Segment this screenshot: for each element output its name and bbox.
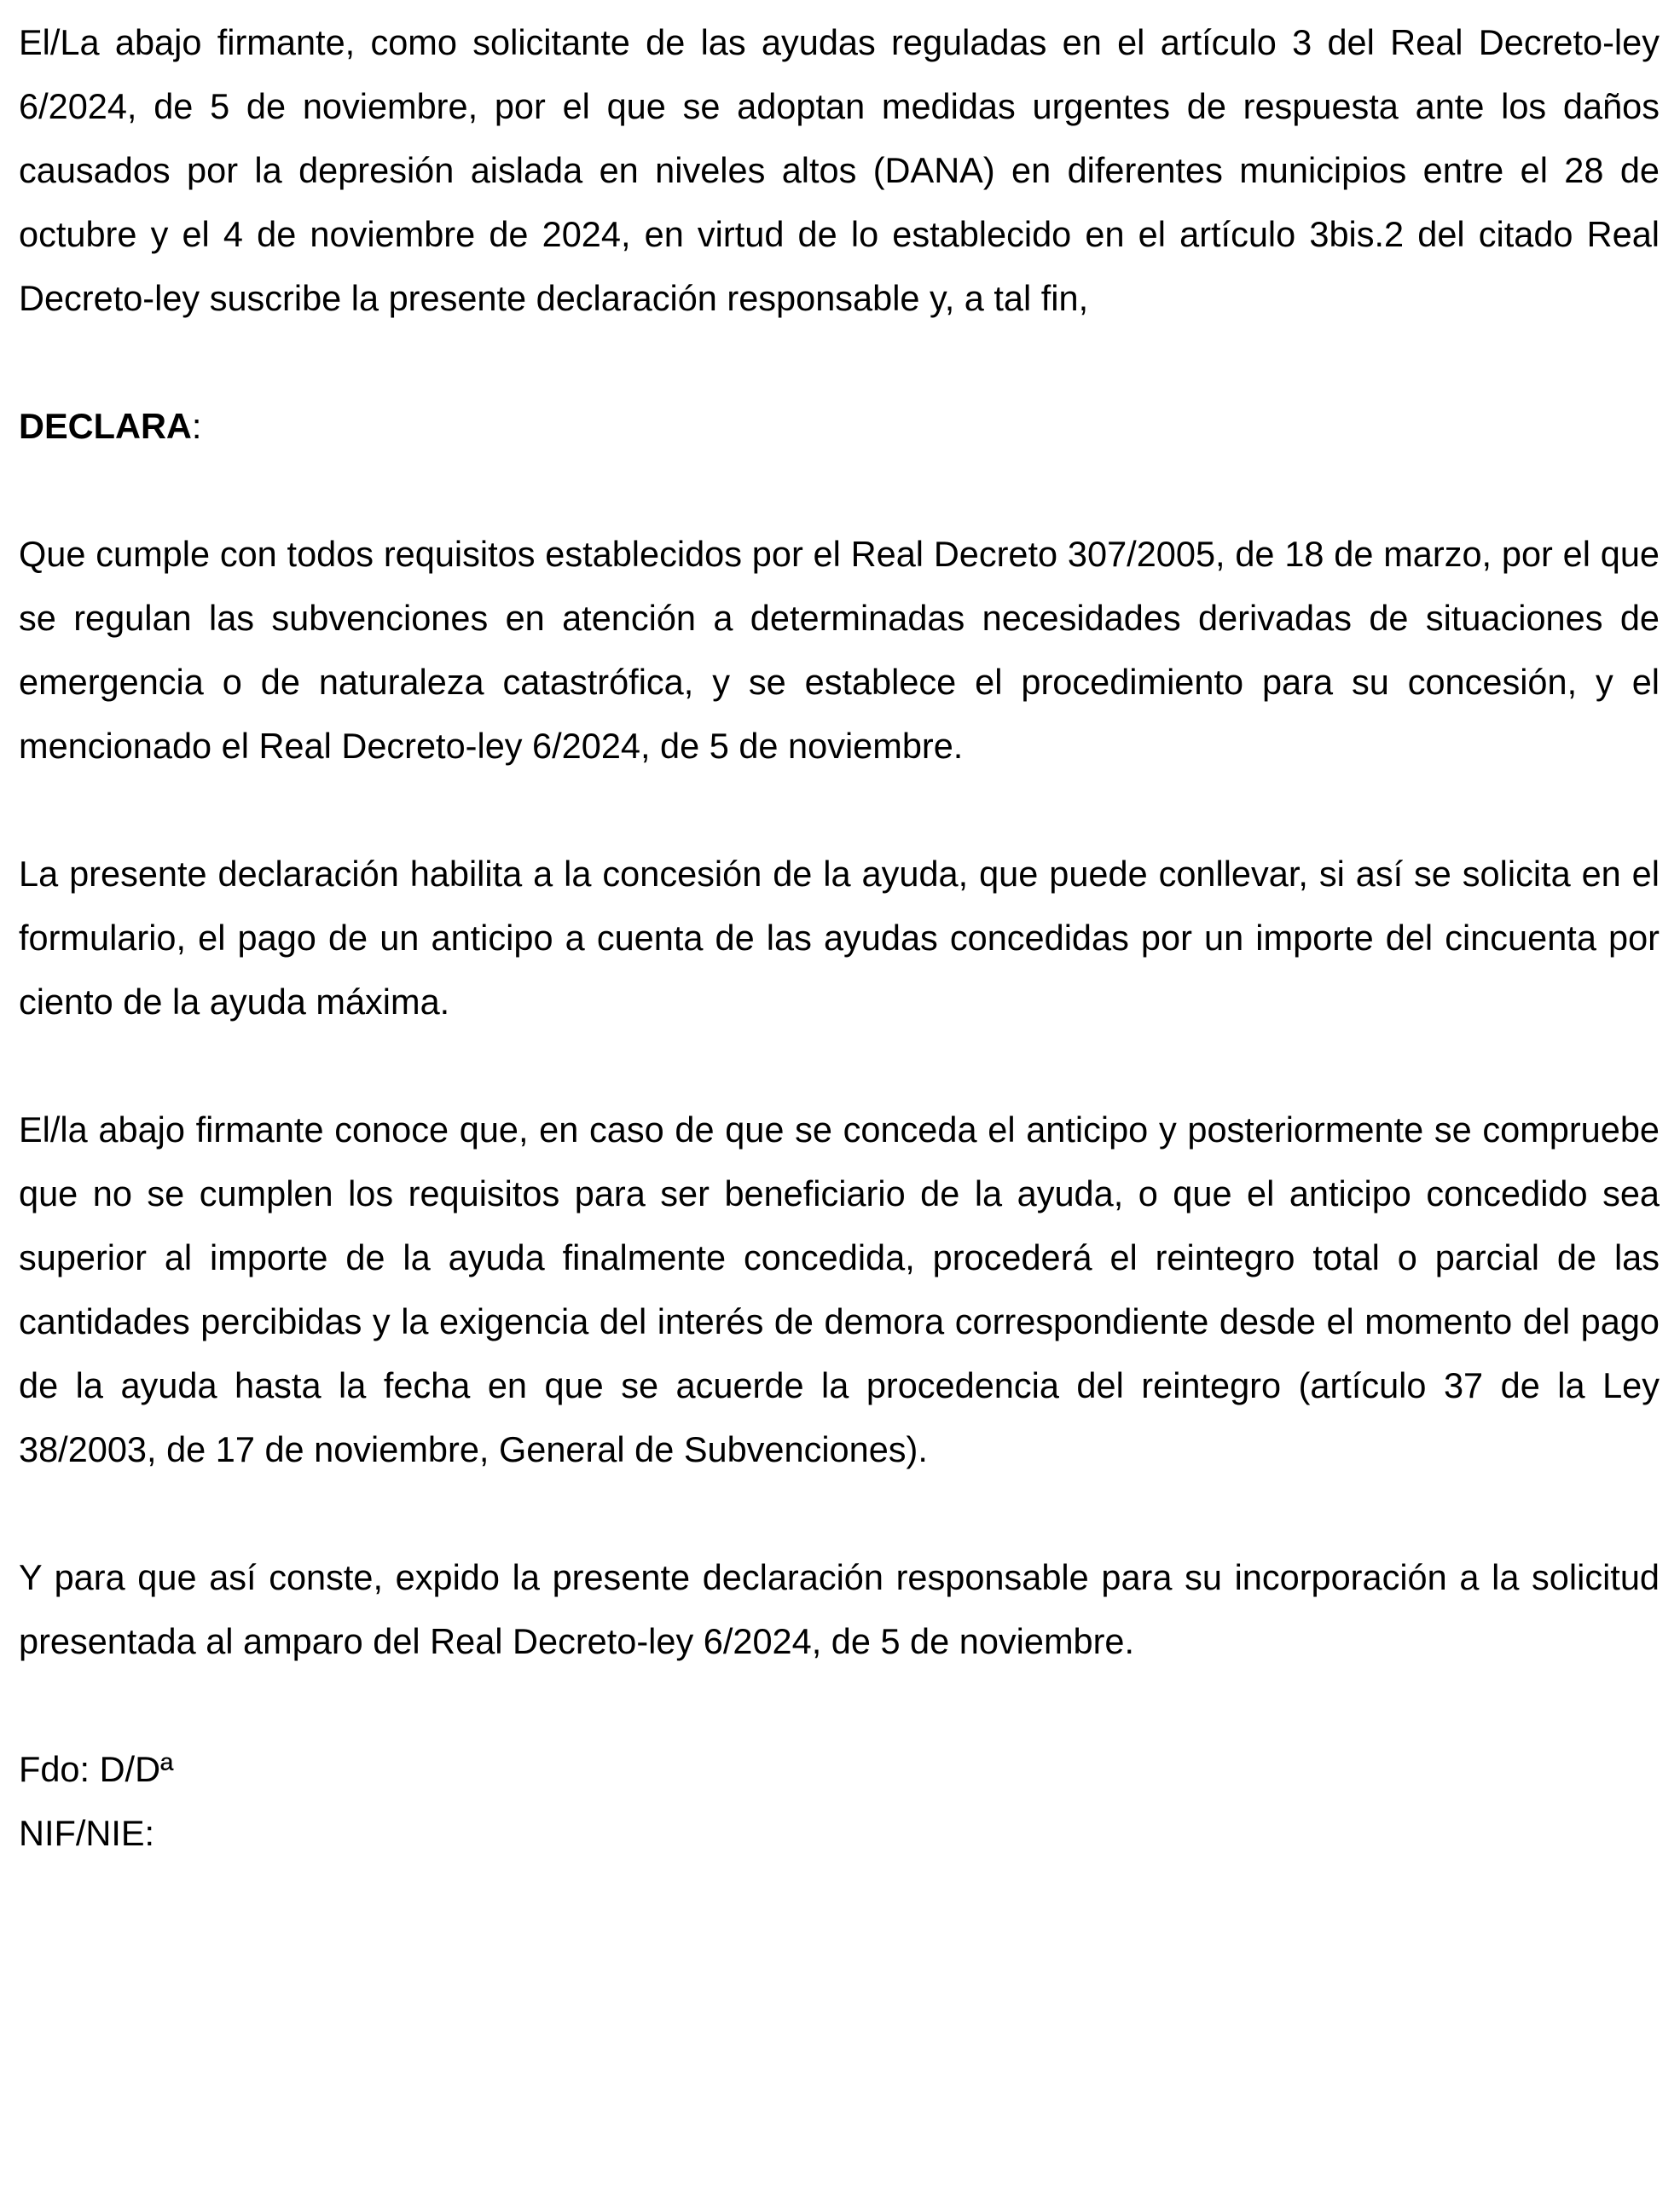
- spacer: [19, 330, 1660, 394]
- nif-nie-label: NIF/NIE:: [19, 1813, 155, 1853]
- closing-paragraph: Y para que así conste, expido la presente declaración responsable para su incorporación a la solicitud presentada al amparo del Real Decreto-ley 6/2024, de 5 de noviembre.: [19, 1557, 1660, 1661]
- declara-heading-colon: :: [191, 406, 202, 446]
- requirements-paragraph: Que cumple con todos requisitos establecidos por el Real Decreto 307/2005, de 18 de marzo, por el que se regulan las subvenciones en atención a determinadas necesidades derivadas de situaciones de emergencia o de naturaleza catastrófica, y se establece el procedimiento para su concesión, y el mencionado el Real Decreto-ley 6/2024, de 5 de noviembre.: [19, 534, 1660, 766]
- intro-paragraph: El/La abajo firmante, como solicitante de las ayudas reguladas en el artículo 3 del Real Decreto-ley 6/2024, de 5 de noviembre, por el que se adoptan medidas urgentes de respuesta ante los daños causados por la depresión aislada en niveles altos (DANA) en diferentes municipios entre el 28 de octubre y el 4 de noviembre de 2024, en virtud de lo establecido en el artículo 3bis.2 del citado Real Decreto-ley suscribe la presente declaración responsable y, a tal fin,: [19, 22, 1660, 318]
- spacer: [19, 1673, 1660, 1737]
- declara-heading-text: DECLARA: [19, 406, 192, 446]
- spacer: [19, 458, 1660, 522]
- signature-label: Fdo: D/Dª: [19, 1749, 174, 1789]
- advance-payment-paragraph: La presente declaración habilita a la concesión de la ayuda, que puede conllevar, si así se solicita en el formulario, el pago de un anticipo a cuenta de las ayudas concedidas por un importe del cincuenta por ciento de la ayuda máxima.: [19, 854, 1660, 1022]
- spacer: [19, 1034, 1660, 1098]
- declara-heading: [19, 394, 1660, 458]
- reimbursement-paragraph: El/la abajo firmante conoce que, en caso de que se conceda el anticipo y posteriormente se compruebe que no se cumplen los requisitos para ser beneficiario de la ayuda, o que el anticipo concedido sea superior al importe de la ayuda finalmente concedida, procederá el reintegro total o parcial de las cantidades percibidas y la exigencia del interés de demora correspondiente desde el momento del pago de la ayuda hasta la fecha en que se acuerde la procedencia del reintegro (artículo 37 de la Ley 38/2003, de 17 de noviembre, General de Subvenciones).: [19, 1109, 1660, 1469]
- spacer: [19, 1481, 1660, 1545]
- document-page: [19, 10, 1660, 1865]
- spacer: [19, 778, 1660, 842]
